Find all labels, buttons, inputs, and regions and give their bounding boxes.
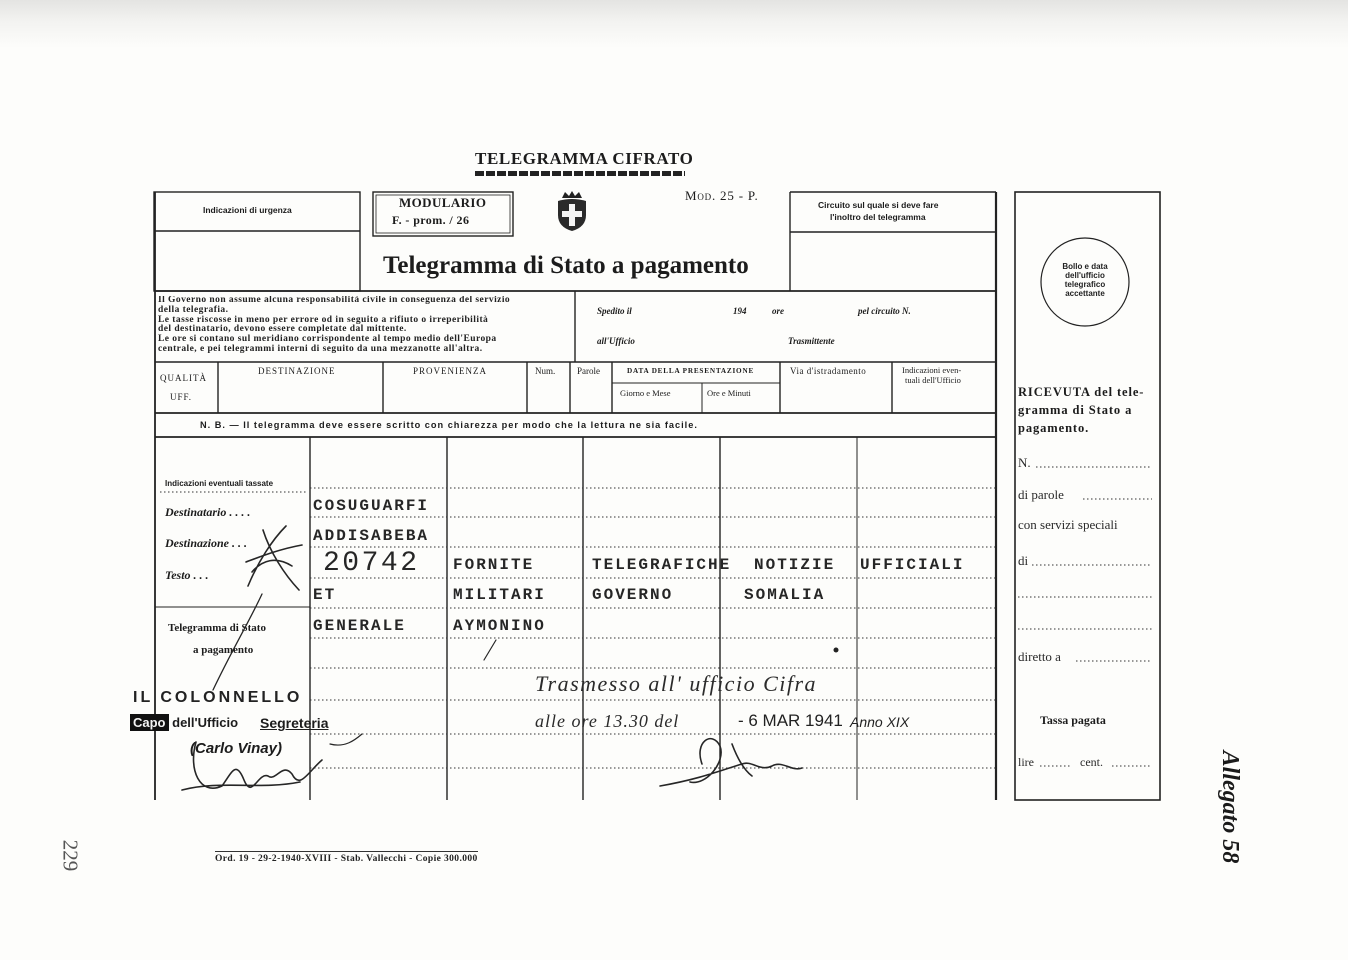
column-number: Num. [535,366,556,376]
pen-tick [484,640,496,660]
message-word: GOVERNO [592,586,674,604]
column-words: Parole [577,366,600,376]
annex-label: Allegato 58 [1217,750,1243,864]
text-label: Testo . . . [165,568,209,582]
stamp-rank: IL COLONNELLO [133,689,303,706]
nb-notice: N. B. — Il telegramma deve essere scritto con chiarezza per modo che la lettura ne sia facile. [200,420,698,430]
notice-line: centrale, e pei telegrammi interni di seguito da una mezzanotte all'altra. [158,343,483,354]
page-number: 229 [58,839,83,872]
stamp-title-prefix: Capo [130,714,169,731]
stamp-title [130,716,238,729]
handwritten-note-line2: alle ore 13.30 del [535,711,680,731]
column-day-month: Giorno e Mese [620,388,671,398]
taxed-notes-label: Indicazioni eventuali tassate [165,479,274,488]
transmitting-label: Trasmittente [788,336,835,346]
column-origin: PROVENIENZA [413,366,487,376]
stamp-office: Segreteria [260,715,329,731]
receipt-special-services-label: con servizi speciali [1018,517,1118,532]
stamp-underline-swash [330,734,362,745]
receipt-number-label: N. [1018,455,1031,470]
circuit-number-label: pel circuito N. [858,306,911,316]
legal-notice [158,296,572,355]
date-stamp-era: Anno XIX [850,714,910,730]
seal-label-line: Bollo e data [1062,262,1108,271]
receipt-cent-label: cent. [1080,755,1103,769]
message-word: UFFICIALI [860,556,965,574]
signature-right [660,739,802,786]
modulario-code: F. - prom. / 26 [392,213,470,227]
message-word: AYMONINO [453,617,546,635]
cancel-stroke [213,594,262,690]
column-office-notes-line2: tuali dell'Ufficio [905,375,961,385]
office-label: all'Ufficio [597,336,635,346]
message-word: FORNITE [453,556,535,574]
ink-dot [834,648,839,653]
telegram-type-line1: Telegramma di Stato [168,622,266,634]
column-routing: Via d'istradamento [790,366,867,376]
column-quality: QUALITÀ [160,373,207,383]
hour-label: ore [772,306,784,316]
message-word: TELEGRAFICHE [592,556,732,574]
circuit-label-line1: Circuito sul quale si deve fare [818,200,939,210]
receipt-seal-label [1045,262,1125,298]
receipt-words-label: di parole [1018,487,1064,502]
sent-label: Spedito il [597,306,632,316]
notice-line: Le tasse riscosse in meno per errore od in seguito a rifiuto o irreperibilità [158,314,489,325]
stamp-title-rest: dell'Ufficio [172,715,239,730]
urgency-label: Indicazioni di urgenza [203,205,292,215]
column-hour-minutes: Ore e Minuti [707,388,751,398]
form-title: TELEGRAMMA CIFRATO [475,149,694,168]
message-word: NOTIZIE [754,556,836,574]
message-word: 20742 [323,548,420,579]
message-word: SOMALIA [744,586,826,604]
receipt-fee-paid-label: Tassa pagata [1040,713,1106,727]
destination-label: Destinazione . . . [165,536,248,550]
modulario-label: MODULARIO [399,195,487,210]
message-word: GENERALE [313,617,406,635]
title-underline-bar [475,171,685,176]
circuit-label-line2: l'inoltro del telegramma [830,212,926,222]
seal-label-line: dell'ufficio [1065,271,1105,280]
receipt-title-line1: RICEVUTA del tele- [1018,385,1145,399]
column-office-notes-line1: Indicazioni even- [902,365,962,375]
column-office: UFF. [170,392,193,402]
receipt-title-line2: gramma di Stato a [1018,403,1133,417]
seal-label-line: telegrafico [1064,280,1106,289]
receipt-title-line3: pagamento. [1018,421,1090,435]
date-stamp: - 6 MAR 1941 [738,711,843,730]
notice-line: Il Governo non assume alcuna responsabilità civile in conseguenza del servizio [158,296,511,305]
destination-value: ADDISABEBA [313,527,430,545]
notice-line: Le ore si contano sul meridiano corrispondente al tempo medio dell'Europa [158,334,497,345]
year-label: 194 [733,306,747,316]
notice-line: della telegrafia. [158,304,229,315]
telegram-type-line2: a pagamento [193,644,254,656]
seal-label-line: accettante [1065,289,1105,298]
message-word: ET [313,586,337,604]
receipt-lire-label: lire [1018,755,1034,769]
receipt-of-label: di [1018,553,1029,568]
stamp-name: (Carlo Vinay) [190,740,282,757]
recipient-value: COSUGUARFI [313,497,430,515]
model-number: Mod. 25 - P. [685,188,759,203]
column-presentation-date: DATA DELLA PRESENTAZIONE [627,367,755,375]
print-footer: Ord. 19 - 29-2-1940-XVIII - Stab. Vallecchi - Copie 300.000 [215,851,478,865]
handwritten-note-line1: Trasmesso all' ufficio Cifra [535,671,818,696]
main-title: Telegramma di Stato a pagamento [383,252,749,279]
notice-line: del destinatario, devono essere completate dal mittente. [158,324,407,335]
column-destination: DESTINAZIONE [258,366,336,376]
message-word: MILITARI [453,586,546,604]
receipt-directed-to-label: diretto a [1018,649,1061,664]
recipient-label: Destinatario . . . . [165,505,251,519]
cancel-scribble [246,526,302,590]
coat-of-arms-icon [553,189,591,233]
